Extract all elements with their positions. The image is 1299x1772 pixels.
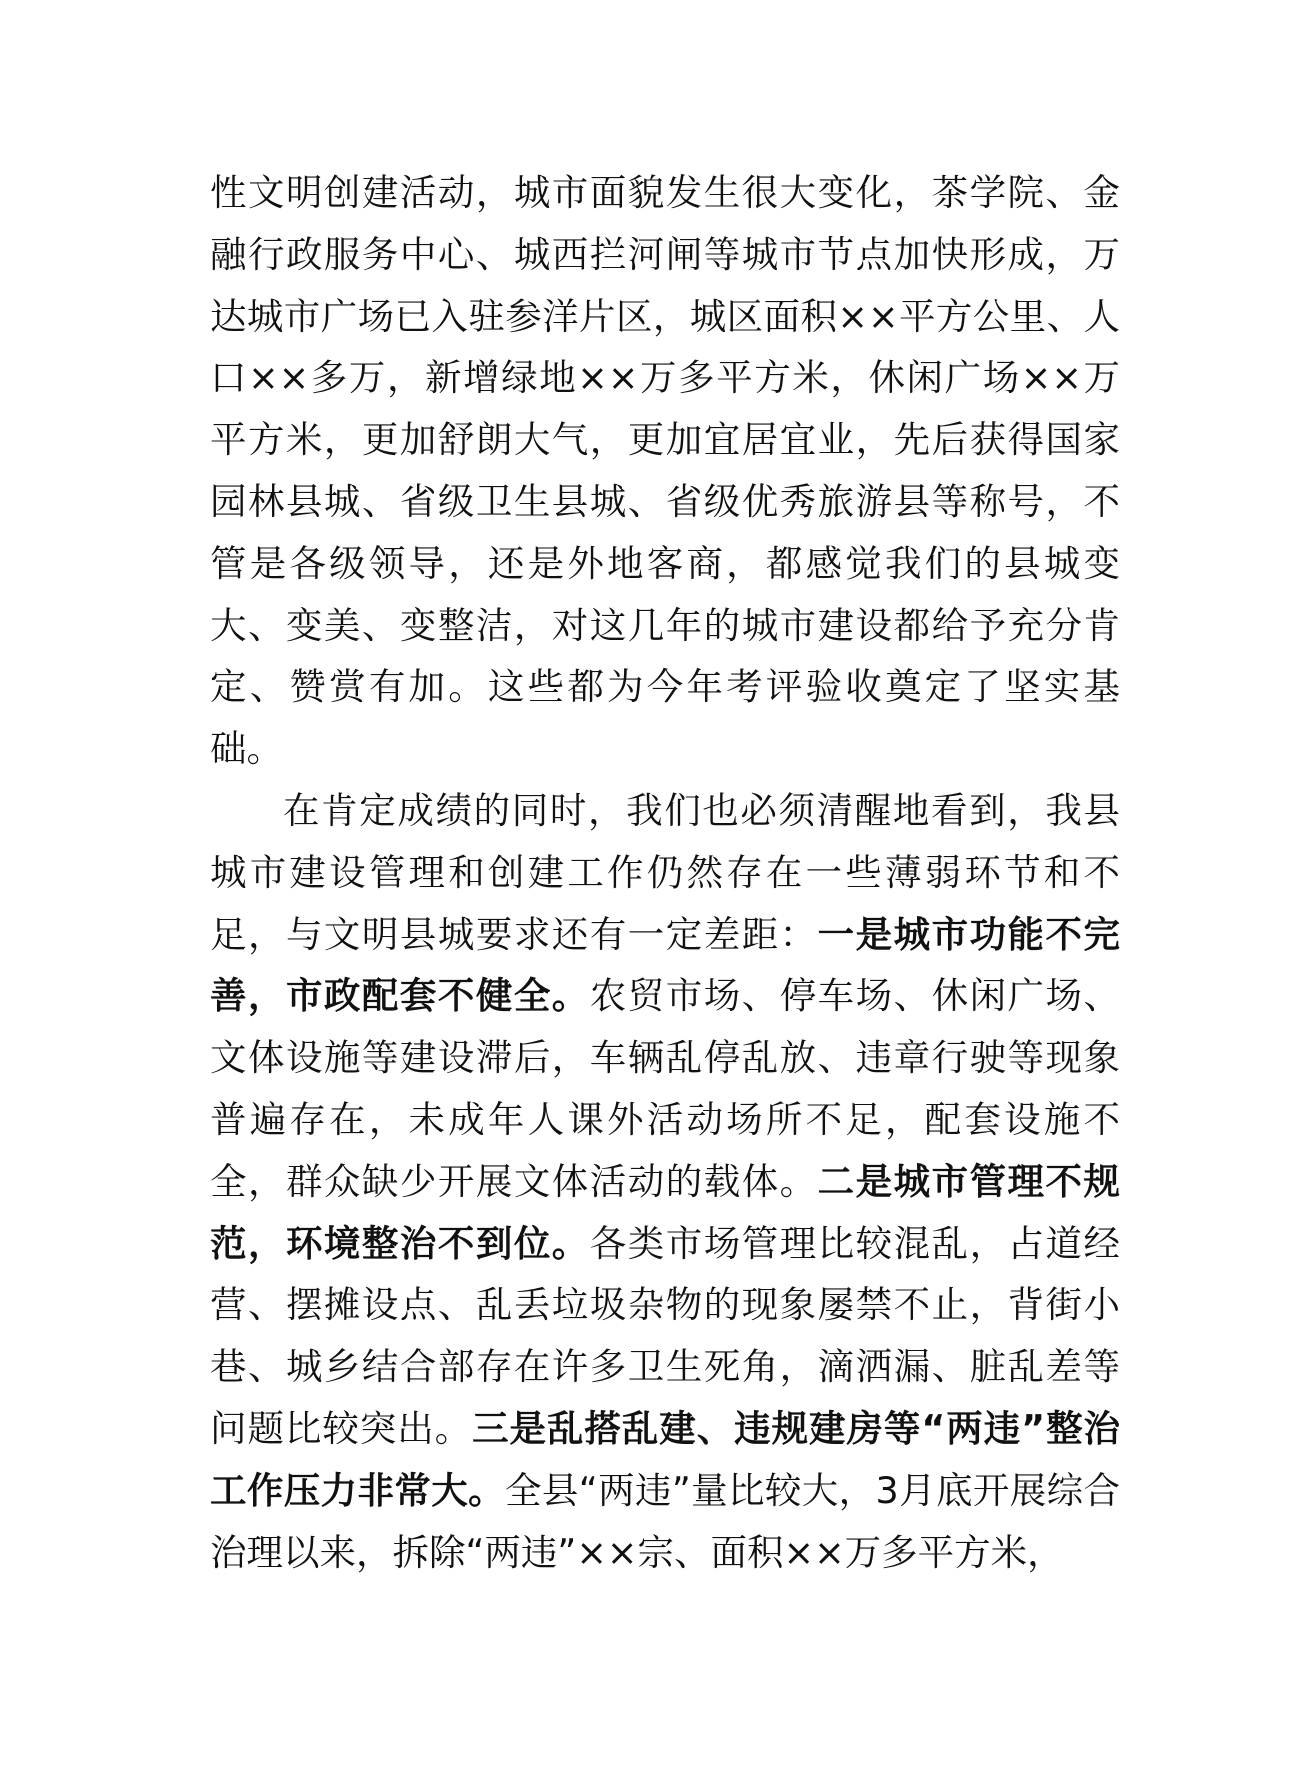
paragraph-achievements-text: 性文明创建活动，城市面貌发生很大变化，茶学院、金融行政服务中心、城西拦河闸等城市节点加快形成，万达城市广场已入驻参洋片区，城区面积××平方公里、人口××多万，新增绿地××万多平方米，休闲广场××万平方米，更加舒朗大气，更加宜居宜业，先后获得国家园林县城、省级卫生县城、省级优秀旅游县等称号，不管是各级领导，还是外地客商，都感觉我们的县城变大、变美、变整洁，对这几年的城市建设都给予充分肯定、赞赏有加。这些都为今年考评验收奠定了坚实基础。 bbox=[210, 171, 1120, 771]
point-3-text: 全县“两违”量比较大，3月底开展综合治理以来，拆除“两违”××宗、面积××万多平方米， bbox=[210, 1468, 1121, 1574]
document-page bbox=[210, 162, 1120, 1583]
point-2-text: 各类市场管理比较混乱，占道经营、摆摊设点、乱丢垃圾杂物的现象屡禁不止，背街小巷、城乡结合部存在许多卫生死角，滴洒漏、脏乱差等问题比较突出。 bbox=[210, 1221, 1121, 1450]
shortcomings-intro: 在肯定成绩的同时，我们也必须清醒地看到，我县城市建设管理和创建工作仍然存在一些薄弱环节和不足，与文明县城要求还有一定差距： bbox=[210, 788, 1120, 956]
point-3-title: 三是乱搭乱建、违规建房等“两违”整治工作压力非常大。 bbox=[210, 1406, 1121, 1512]
point-1-title: 一是城市功能不完善，市政配套不健全。 bbox=[210, 912, 1121, 1018]
paragraph-shortcomings bbox=[210, 780, 1120, 1583]
point-2-title: 二是城市管理不规范，环境整治不到位。 bbox=[210, 1159, 1121, 1265]
paragraph-achievements bbox=[210, 162, 1120, 780]
point-1-text: 农贸市场、停车场、休闲广场、文体设施等建设滞后，车辆乱停乱放、违章行驶等现象普遍存在，未成年人课外活动场所不足，配套设施不全，群众缺少开展文体活动的载体。 bbox=[210, 974, 1121, 1203]
